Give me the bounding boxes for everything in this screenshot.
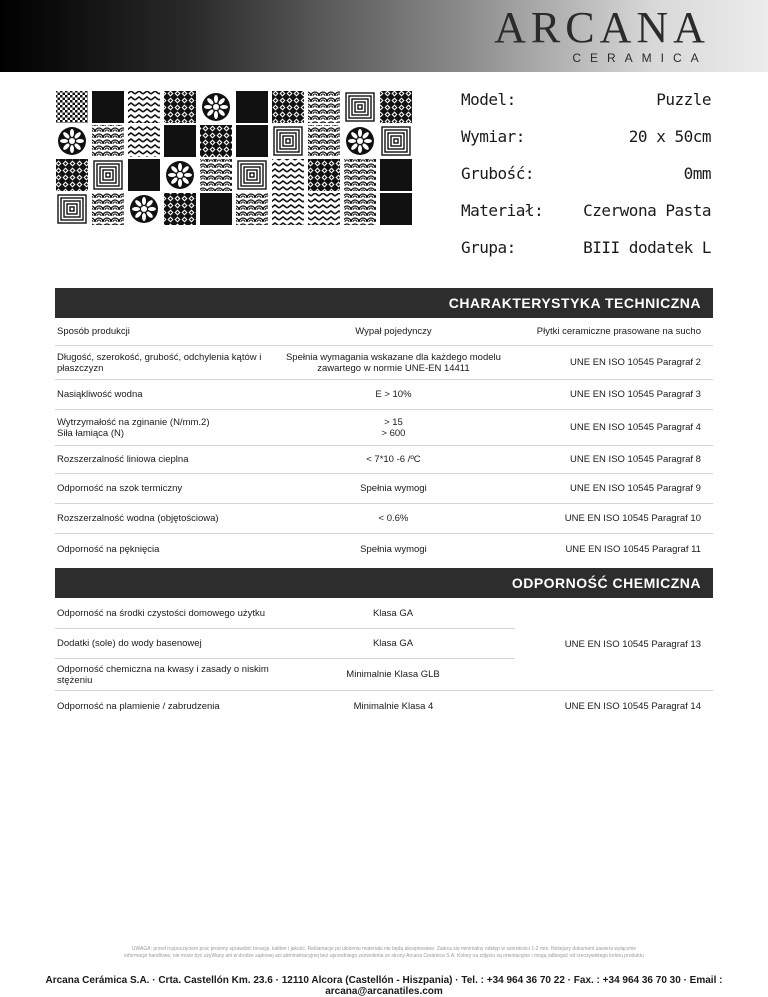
tech-section-header: CHARAKTERYSTYKA TECHNICZNA <box>55 288 713 318</box>
property-value: Spełnia wymogi <box>360 483 427 494</box>
tech-table-row <box>55 346 713 380</box>
tile <box>380 91 412 123</box>
tile <box>164 91 196 123</box>
tile <box>92 125 124 157</box>
tile <box>56 159 88 191</box>
property-value: Minimalnie Klasa GLB <box>346 669 440 680</box>
tile <box>236 91 268 123</box>
tech-table-row <box>55 446 713 474</box>
property-row <box>461 238 711 275</box>
standard-reference: UNE EN ISO 10545 Paragraf 13 <box>515 598 713 691</box>
standard-reference: UNE EN ISO 10545 Paragraf 9 <box>570 483 701 494</box>
tile <box>380 193 412 225</box>
tech-table-row <box>55 318 713 346</box>
property-label: Grubość: <box>461 164 535 183</box>
chem-table-row <box>55 598 515 629</box>
property-label: Wymiar: <box>461 127 525 146</box>
tile <box>308 159 340 191</box>
property-name: Odporność na pęknięcia <box>57 543 160 555</box>
chem-section-header: ODPORNOŚĆ CHEMICZNA <box>55 568 713 598</box>
tile <box>344 125 376 157</box>
tile <box>308 193 340 225</box>
property-name: Odporność na szok termiczny <box>57 483 183 494</box>
property-name: Rozszerzalność liniowa cieplna <box>57 454 189 465</box>
property-value: < 0.6% <box>378 513 409 524</box>
tile <box>272 91 304 123</box>
property-name: Odporność na plamienie / zabrudzenia <box>57 700 220 712</box>
tile <box>344 91 376 123</box>
standard-reference: UNE EN ISO 10545 Paragraf 2 <box>570 357 701 368</box>
property-name: Odporność chemiczna na kwasy i zasady o niskim stężeniu <box>57 663 269 686</box>
tile <box>128 91 160 123</box>
chem-table-row <box>55 629 515 659</box>
property-value: > 15 > 600 <box>381 416 406 439</box>
tile <box>344 193 376 225</box>
property-name: Dodatki (sole) do wody basenowej <box>57 638 202 649</box>
property-row <box>461 201 711 238</box>
tile <box>380 159 412 191</box>
property-label: Grupa: <box>461 238 516 257</box>
property-value: 20 x 50cm <box>628 127 711 146</box>
tile <box>272 193 304 225</box>
standard-reference: UNE EN ISO 10545 Paragraf 11 <box>565 543 701 555</box>
company-contact-footer: Arcana Cerámica S.A. · Crta. Castellón Km. 23.6 · 12110 Alcora (Castellón - Hiszpania) · Tel. : +34 964 36 70 22 · Fax. : +34 964 36 70 30 · Email : arcana@arcanatiles.com <box>45 975 723 997</box>
property-row <box>461 127 711 164</box>
chem-group-rows <box>55 598 515 691</box>
property-value: Minimalnie Klasa 4 <box>353 700 434 712</box>
standard-reference: UNE EN ISO 10545 Paragraf 3 <box>570 389 701 400</box>
standard-reference: UNE EN ISO 10545 Paragraf 14 <box>564 700 701 712</box>
tile <box>308 91 340 123</box>
property-name: Długość, szerokość, grubość, odchylenia kątów i płaszczyzn <box>57 351 262 374</box>
property-name: Nasiąkliwość wodna <box>57 389 143 400</box>
property-name: Rozszerzalność wodna (objętościowa) <box>57 513 219 524</box>
tile <box>164 193 196 225</box>
arcana-logo <box>492 4 712 66</box>
tech-table <box>55 318 713 564</box>
property-name: Sposób produkcji <box>57 326 130 337</box>
standard-reference: UNE EN ISO 10545 Paragraf 10 <box>564 513 701 524</box>
tile <box>200 193 232 225</box>
property-value: 0mm <box>683 164 711 183</box>
tile <box>128 193 160 225</box>
property-value: Spełnia wymagania wskazane dla każdego modelu zawartego w normie UNE-EN 14411 <box>285 351 501 374</box>
property-value: Czerwona Pasta <box>583 201 711 220</box>
tile <box>164 159 196 191</box>
tile <box>56 125 88 157</box>
tile <box>200 159 232 191</box>
tile <box>200 91 232 123</box>
property-value: Klasa GA <box>372 607 414 619</box>
property-row <box>461 164 711 201</box>
tile <box>200 125 232 157</box>
property-row <box>461 90 711 127</box>
tile <box>56 193 88 225</box>
tile <box>236 159 268 191</box>
property-name: Wytrzymałość na zginanie (N/mm.2) Siła łamiąca (N) <box>57 416 210 439</box>
standard-reference: Płytki ceramiczne prasowane na sucho <box>536 326 701 337</box>
standard-reference: UNE EN ISO 10545 Paragraf 8 <box>570 454 701 465</box>
chem-table <box>55 598 713 721</box>
product-properties <box>461 90 711 275</box>
logo-subtitle: CERAMICA <box>572 51 708 65</box>
disclaimer-note: UWAGA: przed rozpoczęciem prac prosimy sprawdzić tonację, kaliber i jakość. Reklamacje po ułożeniu materiału nie będą akceptowane. Zaleca się minimalny odstęp w szerokości 1-2 mm. Niniejszy dokument zawiera wyłącznie informacje handlowe, nie może być użyWany ani w drodze sądowej ani administracyjnej bez uprzedniego zezwolenia ze strony Arcana Cerámica S.A. Kolory na zdjęciu są orientacyjne i mogą odbiegać od rzeczywistego koloru produktu <box>124 946 644 959</box>
tile <box>92 193 124 225</box>
tile <box>272 159 304 191</box>
tile <box>92 159 124 191</box>
chem-table-row <box>55 691 713 721</box>
tech-table-row <box>55 504 713 534</box>
standard-reference: UNE EN ISO 10545 Paragraf 4 <box>570 422 701 433</box>
tech-table-row <box>55 474 713 504</box>
property-value: < 7*10 -6 /ºC <box>366 454 421 465</box>
tile <box>128 125 160 157</box>
tech-table-row <box>55 534 713 564</box>
tile <box>380 125 412 157</box>
tech-table-row <box>55 410 713 446</box>
tech-table-row <box>55 380 713 410</box>
property-value: BIII dodatek L <box>583 238 711 257</box>
property-value: Wypał pojedynczy <box>355 326 432 337</box>
tile <box>92 91 124 123</box>
tile <box>344 159 376 191</box>
property-label: Materiał: <box>461 201 544 220</box>
tile <box>56 91 88 123</box>
tile <box>164 125 196 157</box>
tile <box>236 193 268 225</box>
tile <box>272 125 304 157</box>
property-label: Model: <box>461 90 516 109</box>
product-tile-image <box>55 90 435 226</box>
chem-table-row <box>55 659 515 691</box>
tile <box>236 125 268 157</box>
property-value: Spełnia wymogi <box>360 543 427 555</box>
property-value: E > 10% <box>375 389 412 400</box>
property-value: Klasa GA <box>372 638 414 649</box>
property-value: Puzzle <box>656 90 711 109</box>
logo-wordmark: ARCANA <box>494 3 710 52</box>
tile <box>308 125 340 157</box>
tile <box>128 159 160 191</box>
chem-group <box>55 598 713 691</box>
property-name: Odporność na środki czystości domowego użytku <box>57 607 266 619</box>
